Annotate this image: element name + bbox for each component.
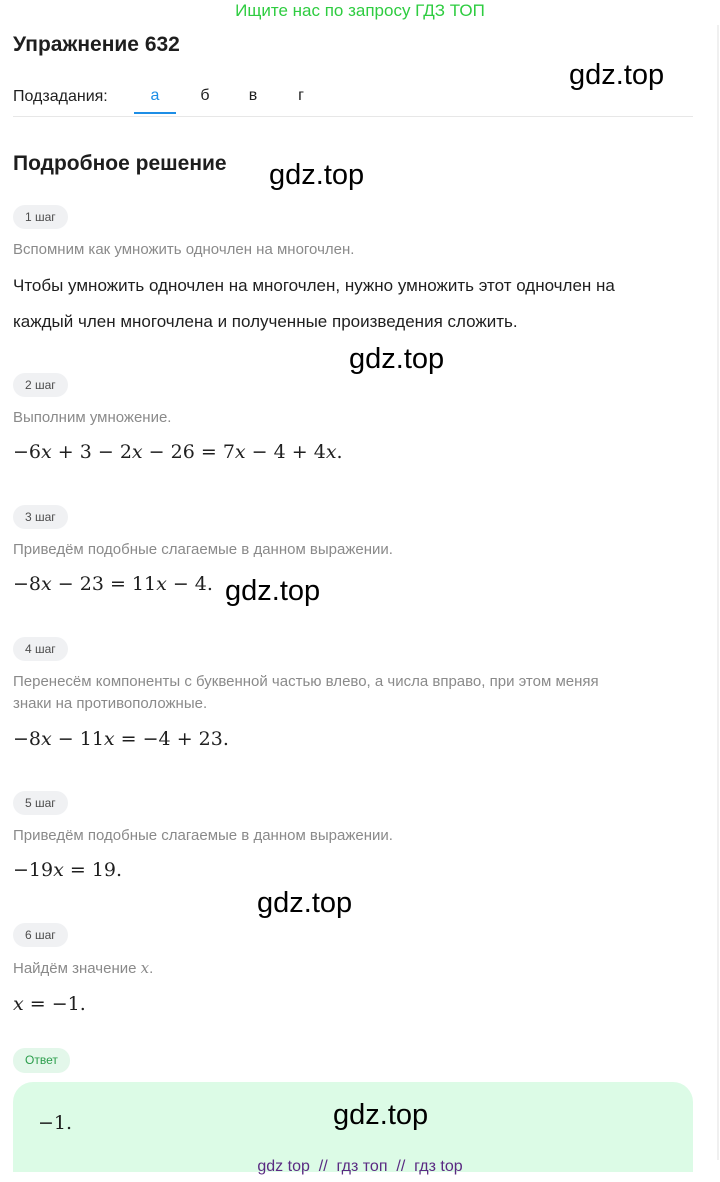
step-4-equation: −8x − 11x = −4 + 23. xyxy=(13,728,229,750)
answer-badge: Ответ xyxy=(13,1048,70,1073)
step-3-equation: −8x − 23 = 11x − 4. xyxy=(13,573,213,595)
watermark: gdz.top xyxy=(333,1099,429,1131)
step-6-equation: x = −1. xyxy=(13,993,86,1015)
step-4-badge: 4 шаг xyxy=(13,637,68,661)
step-2-badge: 2 шаг xyxy=(13,373,68,397)
tab-subtask-b[interactable]: б xyxy=(200,87,210,104)
step-5-hint: Приведём подобные слагаемые в данном выражении. xyxy=(13,827,393,844)
tabs-divider xyxy=(13,116,693,117)
step-1-hint: Вспомним как умножить одночлен на многочлен. xyxy=(13,241,355,258)
page-title: Упражнение 632 xyxy=(13,33,180,56)
watermark: gdz.top xyxy=(269,159,365,191)
step-3-hint: Приведём подобные слагаемые в данном выражении. xyxy=(13,541,393,558)
tab-subtask-g[interactable]: г xyxy=(298,87,304,104)
tab-subtask-a[interactable]: а xyxy=(134,80,176,114)
tab-subtask-v[interactable]: в xyxy=(248,87,258,104)
step-4-hint-line-1: Перенесём компоненты с буквенной частью влево, а числа вправо, при этом меняя xyxy=(13,673,599,690)
step-4-hint-line-2: знаки на противоположные. xyxy=(13,695,208,712)
step-1-text-line-2: каждый член многочлена и полученные произведения сложить. xyxy=(13,312,518,331)
step-6-hint: Найдём значение x. xyxy=(13,959,154,977)
step-1-badge: 1 шаг xyxy=(13,205,68,229)
step-1-text-line-1: Чтобы умножить одночлен на многочлен, нужно умножить этот одночлен на xyxy=(13,276,615,295)
watermark: gdz.top xyxy=(569,59,665,91)
watermark: gdz.top xyxy=(257,887,353,919)
watermark: gdz.top xyxy=(225,575,321,607)
content-edge-line xyxy=(717,25,719,1160)
watermark: gdz.top xyxy=(349,343,445,375)
step-3-badge: 3 шаг xyxy=(13,505,68,529)
step-2-hint: Выполним умножение. xyxy=(13,409,172,426)
search-banner: Ищите нас по запросу ГДЗ ТОП xyxy=(235,1,485,20)
footer-links[interactable]: gdz top // гдз топ // гдз top xyxy=(257,1158,463,1175)
step-5-badge: 5 шаг xyxy=(13,791,68,815)
step-5-equation: −19x = 19. xyxy=(13,859,123,881)
step-2-equation: −6x + 3 − 2x − 26 = 7x − 4 + 4x. xyxy=(13,441,343,463)
subtasks-label: Подзадания: xyxy=(13,88,108,105)
answer-value: −1. xyxy=(38,1112,73,1134)
solution-section-title: Подробное решение xyxy=(13,152,227,175)
step-6-badge: 6 шаг xyxy=(13,923,68,947)
